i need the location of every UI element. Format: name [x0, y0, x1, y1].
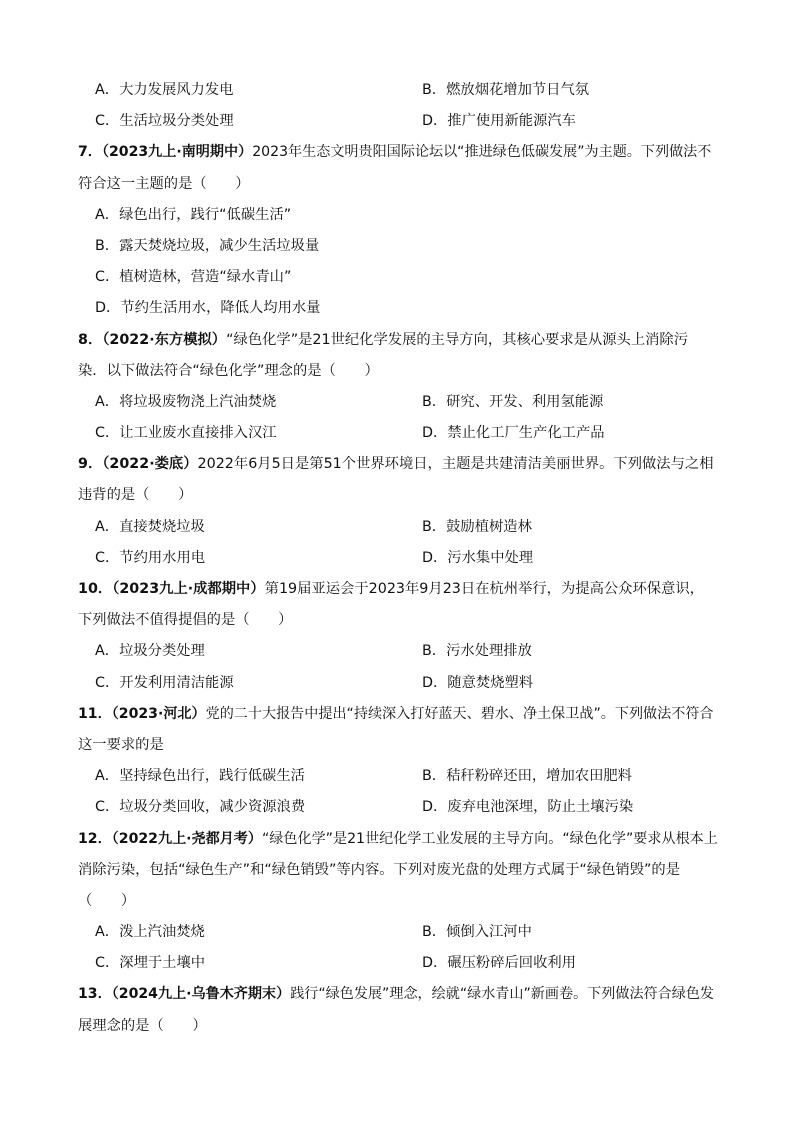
option-row	[78, 418, 718, 449]
question-source: （2023九上·成都期中）	[112, 581, 265, 597]
option-b: B．研究、开发、利用氢能源	[422, 393, 604, 410]
option-row	[78, 761, 718, 792]
option-b: B．污水处理排放	[422, 643, 532, 660]
option-c: C．让工业废水直接排入汉江	[95, 425, 277, 442]
option-row	[78, 75, 718, 106]
option-a: A．垃圾分类处理	[95, 643, 205, 660]
question-9	[78, 449, 718, 574]
question-stem-line	[78, 886, 718, 917]
question-text: 符合这一主题的是（ ）	[78, 175, 250, 192]
question-source: （2023·河北）	[111, 705, 206, 722]
question-text: 2023年生态文明贵阳国际论坛以“推进绿色低碳发展”为主题。下列做法不	[252, 144, 712, 161]
option-d: D．推广使用新能源汽车	[422, 113, 576, 130]
option-b: B．鼓励植树造林	[422, 518, 532, 535]
question-source: （2024九上·乌鲁木齐期末）	[111, 986, 291, 1003]
question-11	[78, 699, 718, 824]
question-text: 这一要求的是	[78, 736, 164, 753]
option-row	[78, 917, 718, 948]
question-text: 消除污染，包括“绿色生产”和“绿色销毁”等内容。下列对废光盘的处理方式属于“绿色销毁”的是	[78, 861, 681, 878]
option-c: C．生活垃圾分类处理	[95, 113, 234, 130]
option-c: C．节约用水用电	[95, 549, 206, 566]
option-row	[78, 543, 718, 574]
question-number: 8．	[78, 331, 103, 348]
question-text: “绿色化学”是21世纪化学发展的主导方向，其核心要求是从源头上消除污	[226, 331, 689, 348]
question-text: 2022年6月5日是第51个世界环境日，主题是共建清洁美丽世界。下列做法与之相	[197, 456, 714, 473]
option-a: A．直接焚烧垃圾	[95, 518, 205, 535]
option-a: A．大力发展风力发电	[95, 82, 234, 98]
question-stem-line	[78, 979, 718, 1010]
question-stem-line	[78, 824, 718, 855]
question-number: 10．	[78, 581, 113, 597]
question-stem-line	[78, 699, 718, 730]
question-12	[78, 824, 718, 980]
question-text: 展理念的是（ ）	[78, 1017, 207, 1034]
question-8	[78, 325, 718, 450]
option-row	[78, 106, 718, 137]
option-row	[78, 636, 718, 667]
option-a: A．坚持绿色出行，践行低碳生活	[95, 768, 305, 785]
option-row	[78, 668, 718, 699]
option-row	[78, 948, 718, 979]
question-text: 违背的是（ ）	[78, 487, 193, 504]
question-stem-line	[78, 730, 718, 761]
option-b: B．露天焚烧垃圾，减少生活垃圾量	[95, 237, 320, 254]
option-d: D．随意焚烧塑料	[422, 674, 534, 691]
question-number: 12．	[78, 830, 112, 847]
option-c: C．开发利用清洁能源	[95, 674, 234, 691]
question-number: 7．	[78, 144, 102, 161]
option-c: C．深埋于土壤中	[95, 955, 206, 972]
question-stem-line	[78, 137, 718, 168]
question-number: 11．	[78, 705, 112, 722]
question-text: 第19届亚运会于2023年9月23日在杭州举行，为提高公众环保意识，	[264, 581, 704, 597]
question-text: 下列做法不值得提倡的是（ ）	[78, 612, 293, 629]
question-text: 染．以下做法符合“绿色化学”理念的是（ ）	[78, 362, 379, 379]
option-c: C．植树造林，营造“绿水青山”	[95, 269, 292, 286]
option-d: D．碾压粉碎后回收利用	[422, 955, 576, 972]
option-c: C．垃圾分类回收，减少资源浪费	[95, 799, 306, 816]
option-d: D．污水集中处理	[422, 549, 534, 566]
option-row	[78, 387, 718, 418]
question-source: （2022·东方模拟）	[102, 331, 227, 348]
option-row	[78, 792, 718, 823]
question-text: “绿色化学”是21世纪化学工业发展的主导方向。“绿色化学”要求从根本上	[262, 830, 718, 847]
option-b: B．燃放烟花增加节日气氛	[422, 82, 590, 98]
option-a: A．将垃圾废物浇上汽油焚烧	[95, 393, 277, 410]
option-a: A．泼上汽油焚烧	[95, 924, 205, 941]
question-stem-line	[78, 605, 718, 636]
option-b: B．秸秆粉碎还田，增加农田肥料	[422, 768, 632, 785]
question-7	[78, 137, 718, 324]
question-number: 9．	[78, 456, 103, 473]
question-stem-line	[78, 480, 718, 511]
question-source: （2022·娄底）	[102, 456, 198, 473]
option-d: D．节约生活用水，降低人均用水量	[95, 300, 321, 317]
option-a: A．绿色出行，践行“低碳生活”	[95, 206, 292, 223]
question-10	[78, 574, 718, 699]
question-stem-line	[78, 574, 718, 605]
question-number: 13．	[78, 986, 112, 1003]
question-stem-line	[78, 169, 718, 200]
option-d: D．废弃电池深埋，防止土壤污染	[422, 799, 634, 816]
question-stem-line	[78, 325, 718, 356]
question-stem-line	[78, 855, 718, 886]
question-text: （ ）	[78, 892, 136, 909]
question-stem-line	[78, 1011, 718, 1042]
question-13	[78, 979, 718, 1041]
question-list	[78, 75, 718, 1042]
question-source: （2022九上·尧都月考）	[111, 830, 262, 847]
question-source: （2023九上·南明期中）	[101, 144, 253, 161]
option-b: B．倾倒入江河中	[422, 924, 532, 941]
question-stem-line	[78, 449, 718, 480]
question-stem-line	[78, 356, 718, 387]
option-row	[78, 512, 718, 543]
option-d: D．禁止化工厂生产化工产品	[422, 425, 605, 442]
question-text: 党的二十大报告中提出“持续深入打好蓝天、碧水、净土保卫战”。下列做法不符合	[205, 705, 714, 722]
question-text: 践行“绿色发展”理念，绘就“绿水青山”新画卷。下列做法符合绿色发	[290, 986, 715, 1003]
